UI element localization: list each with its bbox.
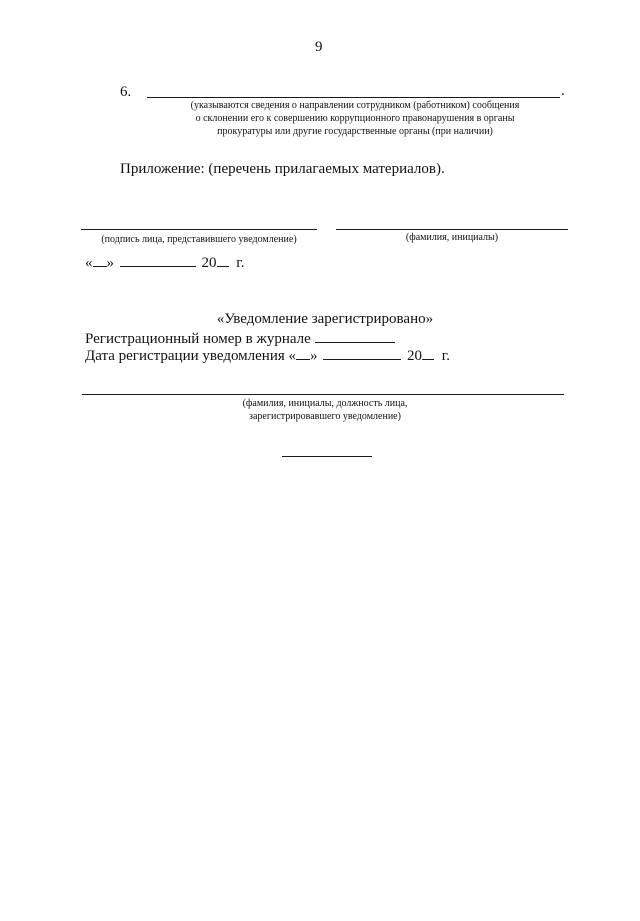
- registrar-caption: [150, 397, 500, 423]
- date-line: [85, 253, 244, 272]
- reg-date-close-quote: »: [310, 348, 318, 364]
- registration-date-label: Дата регистрации уведомления: [85, 348, 285, 364]
- month-blank: [120, 253, 196, 267]
- name-caption: (фамилия, инициалы): [405, 232, 499, 243]
- reg-year-blank: [422, 346, 434, 360]
- registration-date-line: [85, 346, 450, 365]
- year-blank: [217, 253, 229, 267]
- signature-line: [81, 229, 317, 230]
- item-6-caption: [160, 99, 550, 138]
- item-6-number: 6.: [120, 84, 132, 100]
- item-6-fill-line: [147, 97, 560, 98]
- year-prefix: 20: [201, 255, 217, 271]
- item-6-caption-line-3: прокуратуры или другие государственные органы (при наличии): [217, 126, 493, 137]
- reg-date-open-quote: «: [288, 348, 297, 364]
- registrar-caption-line-2: зарегистрировавшего уведомление): [249, 411, 401, 422]
- date-open-quote: «: [85, 255, 93, 271]
- reg-month-blank: [323, 346, 401, 360]
- journal-number-blank: [315, 329, 395, 343]
- registrar-caption-line-1: (фамилия, инициалы, должность лица,: [242, 398, 408, 409]
- name-line: [336, 229, 568, 230]
- page-number: 9: [315, 39, 323, 55]
- item-6-period: .: [561, 83, 565, 99]
- year-suffix: г.: [236, 255, 245, 271]
- end-separator: [282, 456, 372, 457]
- reg-day-blank: [296, 346, 310, 360]
- signature-caption: (подпись лица, представившего уведомление): [101, 234, 297, 245]
- registrar-line: [82, 394, 564, 395]
- reg-year-prefix: 20: [407, 348, 423, 364]
- day-blank: [93, 253, 107, 267]
- item-6-caption-line-1: (указываются сведения о направлении сотрудником (работником) сообщения: [190, 100, 520, 111]
- journal-label: Регистрационный номер в журнале: [85, 331, 311, 347]
- item-6-caption-line-2: о склонении его к совершению коррупционного правонарушения в органы: [195, 113, 515, 124]
- registration-title: «Уведомление зарегистрировано»: [216, 311, 434, 327]
- attachment-text: Приложение: (перечень прилагаемых материалов).: [120, 161, 445, 177]
- reg-year-suffix: г.: [441, 348, 450, 364]
- date-close-quote: »: [106, 255, 114, 271]
